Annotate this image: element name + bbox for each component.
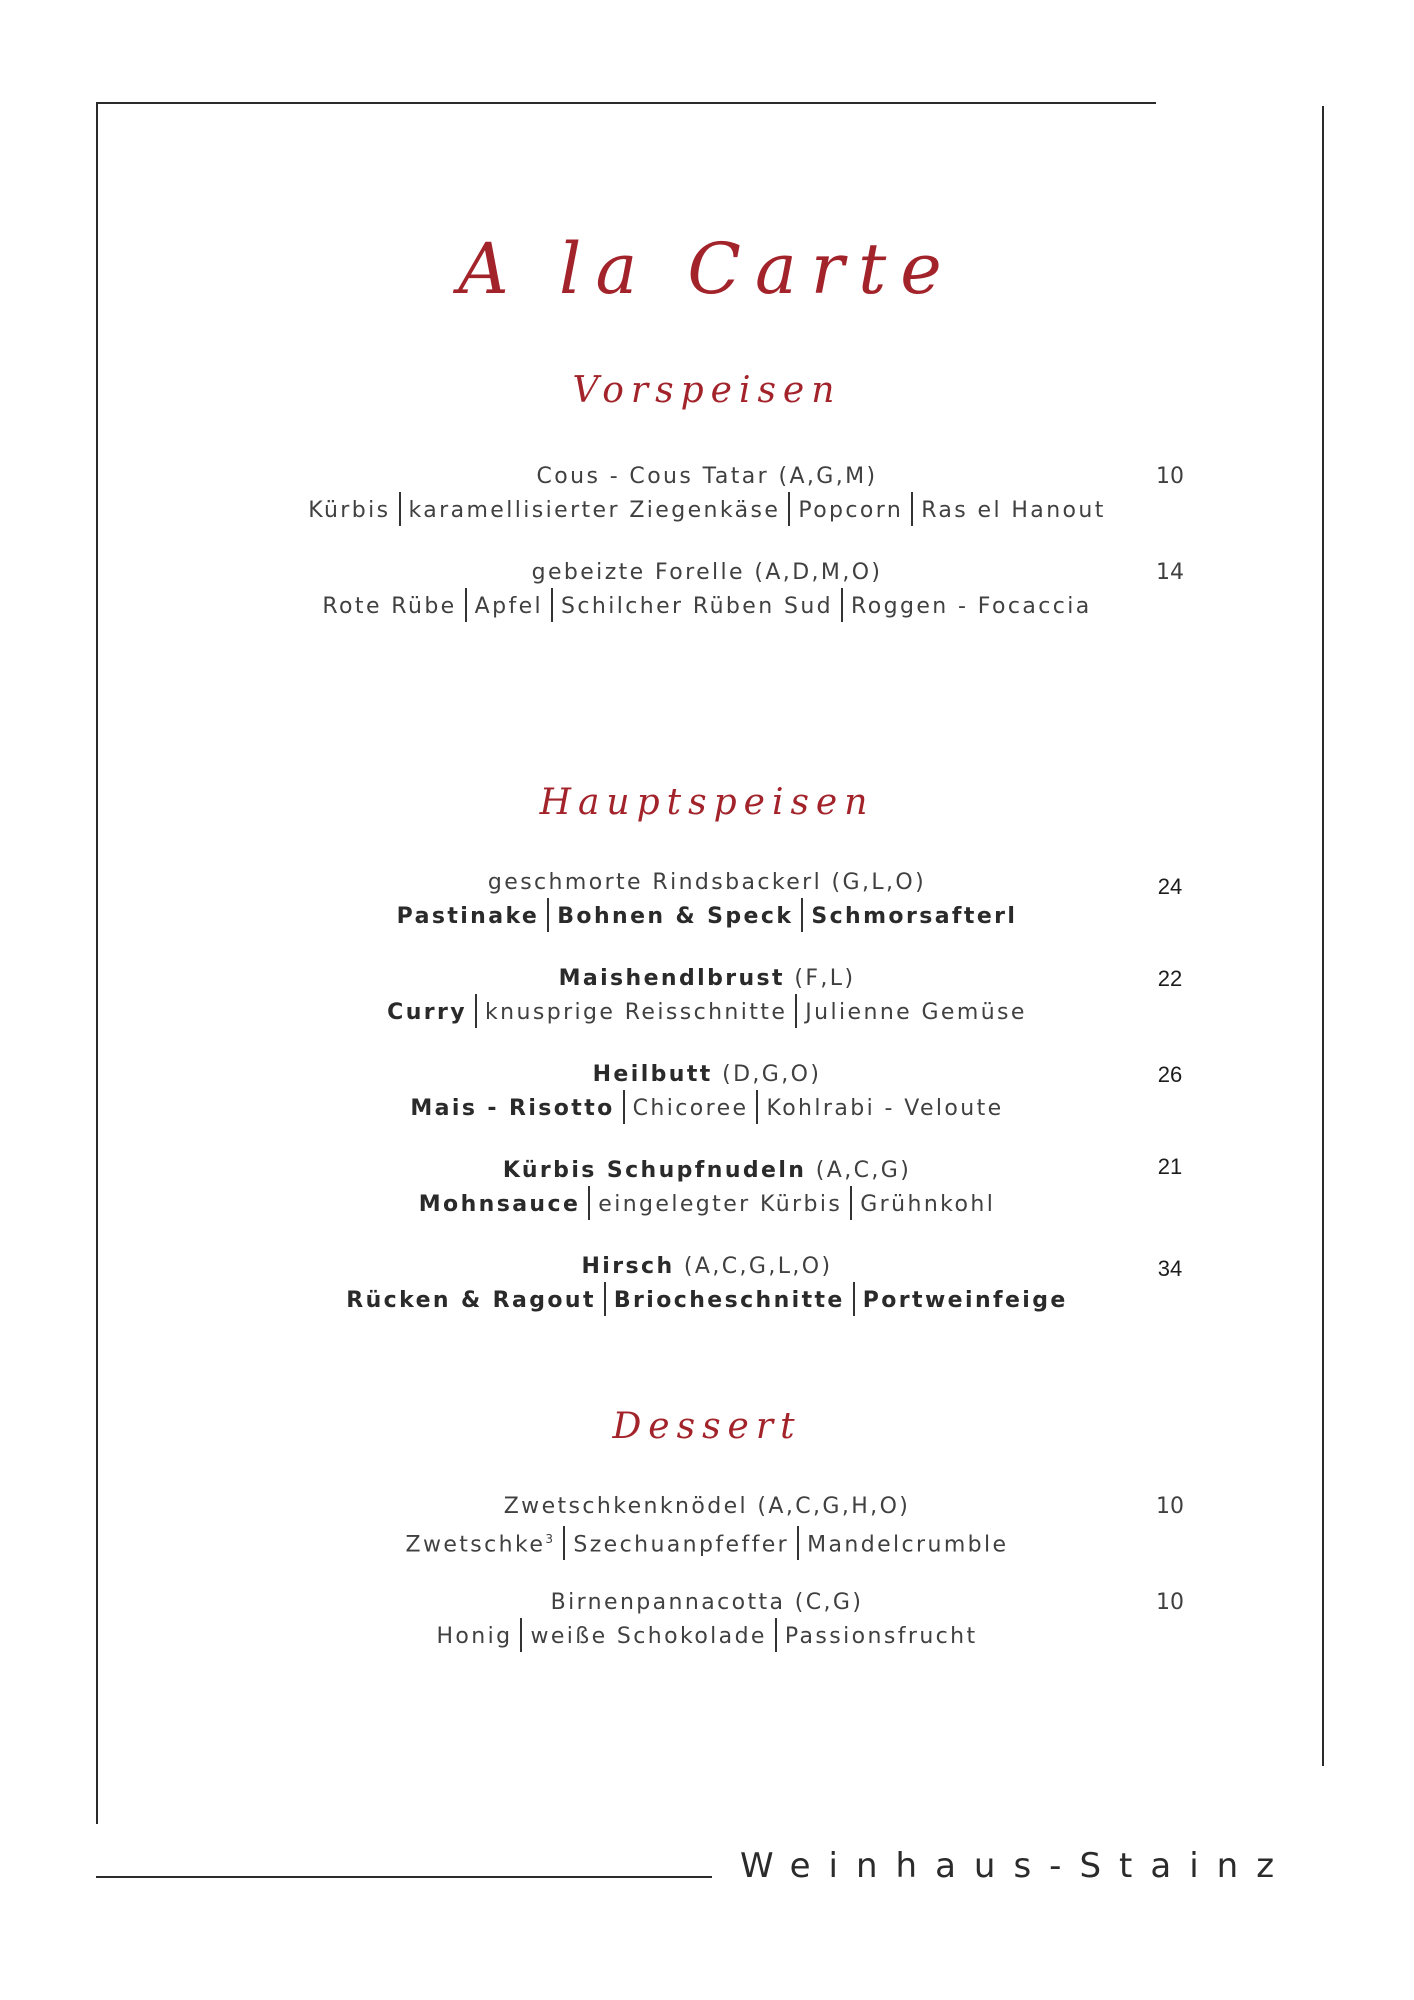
footer-brand: Weinhaus-Stainz	[740, 1846, 1293, 1886]
ingredient: Szechuanpfeffer	[573, 1532, 790, 1558]
separator-bar	[775, 1618, 777, 1652]
ingredient: Rote Rübe	[322, 594, 457, 619]
separator-bar	[588, 1186, 590, 1220]
separator-bar	[399, 492, 401, 526]
ingredient: Mais - Risotto	[410, 1096, 615, 1121]
top-border-line	[96, 102, 1156, 104]
separator-bar	[551, 588, 553, 622]
separator-bar	[623, 1090, 625, 1124]
ingredient: Briocheschnitte	[613, 1288, 845, 1313]
separator-bar	[850, 1186, 852, 1220]
item-price: 22	[1157, 966, 1183, 991]
item-description	[0, 1188, 1414, 1222]
separator-bar	[795, 994, 797, 1028]
ingredient: karamellisierter Ziegenkäse	[408, 498, 781, 523]
separator-bar	[520, 1618, 522, 1652]
ingredient: Pastinake	[396, 904, 540, 929]
ingredient: Mandelcrumble	[807, 1532, 1009, 1558]
item-description	[0, 900, 1414, 934]
separator-bar	[841, 588, 843, 622]
ingredient: Schmorsafterl	[811, 904, 1018, 929]
ingredient: Kürbis	[308, 498, 391, 523]
ingredient: weiße Schokolade	[530, 1624, 767, 1649]
item-name: Birnenpannacotta (C,G)	[550, 1590, 864, 1615]
item-name: Heilbutt (D,G,O)	[592, 1062, 822, 1087]
separator-bar	[911, 492, 913, 526]
item-price: 10	[1156, 464, 1184, 489]
section-heading-dessert: Dessert	[612, 1406, 802, 1447]
separator-bar	[604, 1282, 606, 1316]
item-name: Zwetschkenknödel (A,C,G,H,O)	[503, 1494, 911, 1519]
item-description	[0, 590, 1414, 624]
ingredient: Portweinfeige	[862, 1288, 1068, 1313]
menu-title: A la Carte	[458, 228, 956, 310]
ingredient: Zwetschke	[405, 1532, 546, 1558]
ingredient: Roggen - Focaccia	[851, 594, 1092, 619]
separator-bar	[788, 492, 790, 526]
item-name: Hirsch (A,C,G,L,O)	[581, 1254, 833, 1279]
item-price: 26	[1157, 1062, 1183, 1087]
item-price: 10	[1156, 1494, 1184, 1519]
separator-bar	[756, 1090, 758, 1124]
item-description	[0, 1524, 1414, 1562]
ingredient: Schilcher Rüben Sud	[561, 594, 834, 619]
item-description	[0, 1620, 1414, 1654]
separator-bar	[801, 898, 803, 932]
separator-bar	[797, 1526, 799, 1560]
item-name: Maishendlbrust (F,L)	[558, 966, 856, 991]
ingredient: Kohlrabi - Veloute	[766, 1096, 1004, 1121]
ingredient: Bohnen & Speck	[557, 904, 794, 929]
section-heading-hauptspeisen: Hauptspeisen	[539, 782, 875, 823]
footnote-mark: 3	[545, 1532, 556, 1546]
separator-bar	[853, 1282, 855, 1316]
footer-rule	[96, 1876, 712, 1878]
ingredient: Honig	[436, 1624, 513, 1649]
item-price: 10	[1156, 1590, 1184, 1615]
section-heading-vorspeisen: Vorspeisen	[572, 370, 842, 411]
ingredient: Grühnkohl	[860, 1192, 996, 1217]
ingredient: Passionsfrucht	[784, 1624, 978, 1649]
ingredient: Apfel	[474, 594, 544, 619]
separator-bar	[465, 588, 467, 622]
left-border-line	[96, 102, 98, 1824]
ingredient: eingelegter Kürbis	[598, 1192, 843, 1217]
ingredient: Mohnsauce	[418, 1192, 581, 1217]
item-description	[0, 1284, 1414, 1318]
item-price: 14	[1156, 560, 1184, 585]
separator-bar	[547, 898, 549, 932]
ingredient: knusprige Reisschnitte	[485, 1000, 788, 1025]
item-price: 34	[1157, 1256, 1183, 1281]
ingredient: Julienne Gemüse	[805, 1000, 1027, 1025]
ingredient: Curry	[387, 1000, 468, 1025]
ingredient: Rücken & Ragout	[346, 1288, 596, 1313]
item-name: geschmorte Rindsbackerl (G,L,O)	[487, 870, 927, 895]
item-name: Cous - Cous Tatar (A,G,M)	[536, 464, 878, 489]
item-name: gebeizte Forelle (A,D,M,O)	[531, 560, 883, 585]
separator-bar	[563, 1526, 565, 1560]
ingredient: Popcorn	[798, 498, 904, 523]
item-price: 21	[1157, 1154, 1183, 1179]
item-name: Kürbis Schupfnudeln (A,C,G)	[502, 1158, 912, 1183]
item-price: 24	[1157, 874, 1183, 899]
separator-bar	[475, 994, 477, 1028]
ingredient: Chicoree	[632, 1096, 749, 1121]
ingredient: Ras el Hanout	[921, 498, 1106, 523]
item-description	[0, 494, 1414, 528]
item-description	[0, 1092, 1414, 1126]
item-description	[0, 996, 1414, 1030]
